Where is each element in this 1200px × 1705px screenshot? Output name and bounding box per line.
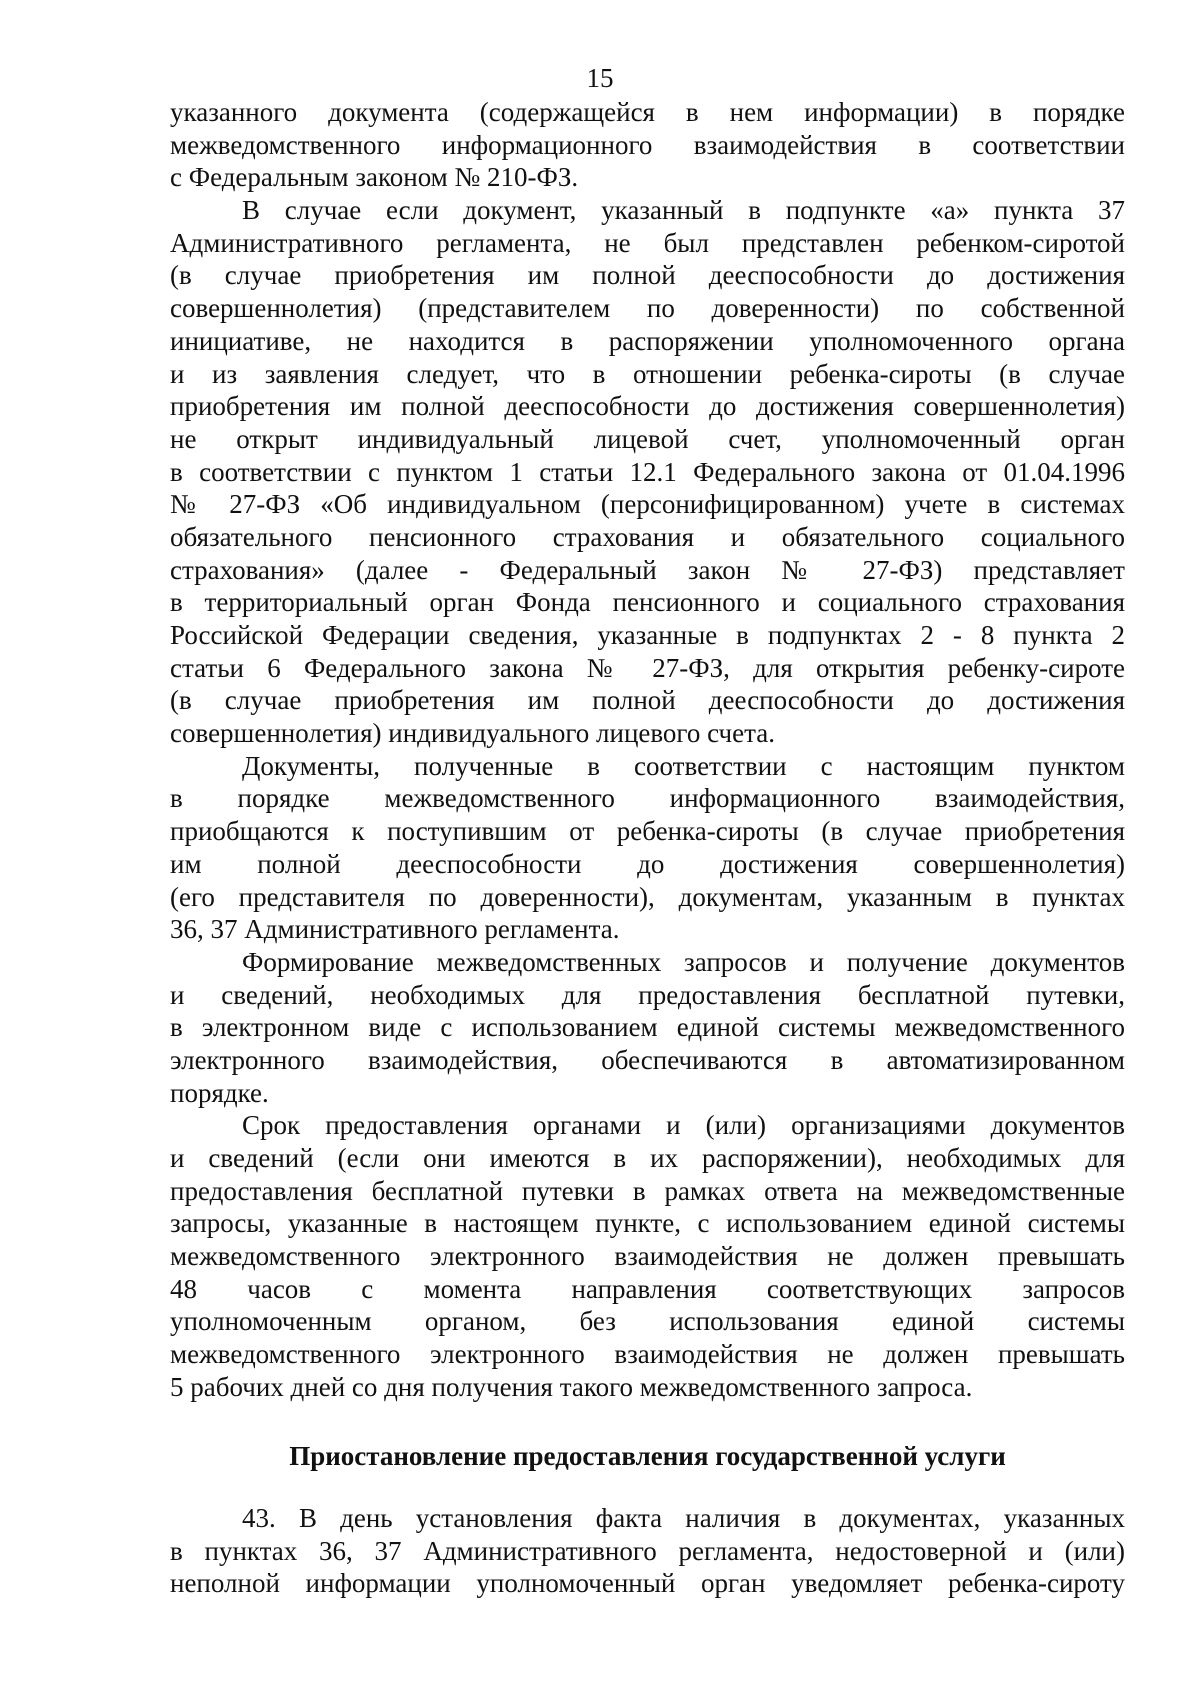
text-line: порядке.	[170, 1077, 269, 1108]
text-line: межведомственного информационного взаимодействия в соответствии	[170, 129, 1125, 160]
text-line: Документы, полученные в соответствии с настоящим пунктом	[242, 750, 1125, 781]
text-line: и сведений (если они имеются в их распоряжении), необходимых для	[170, 1143, 1125, 1173]
section-body-text	[170, 1502, 1125, 1600]
section-heading: Приостановление предоставления государственной услуги	[289, 1441, 1006, 1471]
text-line: предоставления бесплатной путевки в рамках ответа на межведомственные	[170, 1175, 1125, 1206]
text-line: и из заявления следует, что в отношении ребенка-сироты (в случае	[170, 358, 1125, 389]
text-line: 5 рабочих дней со дня получения такого межведомственного запроса.	[170, 1371, 973, 1402]
text-line: совершеннолетия) (представителем по доверенности) по собственной	[170, 293, 1125, 324]
text-line: в пунктах 36, 37 Административного регламента, недостоверной и (или)	[170, 1535, 1125, 1566]
text-line: им полной дееспособности до достижения совершеннолетия)	[170, 848, 1125, 879]
text-line: Российской Федерации сведения, указанные в подпунктах 2 - 8 пункта 2	[170, 620, 1125, 650]
text-line: уполномоченным органом, без использования единой системы	[170, 1306, 1125, 1337]
text-line: № 27-ФЗ «Об индивидуальном (персонифицированном) учете в системах	[170, 489, 1125, 520]
text-line: страхования» (далее - Федеральный закон № 27-ФЗ) представляет	[170, 554, 1125, 585]
text-line: 36, 37 Административного регламента.	[170, 914, 620, 945]
text-line: запросы, указанные в настоящем пункте, с использованием единой системы	[170, 1208, 1125, 1239]
text-line: приобщаются к поступившим от ребенка-сироты (в случае приобретения	[170, 816, 1125, 847]
text-line: в территориальный орган Фонда пенсионного и социального страхования	[170, 587, 1125, 618]
text-line: (в случае приобретения им полной дееспособности до достижения	[170, 260, 1125, 291]
text-line: Формирование межведомственных запросов и получение документов	[242, 946, 1125, 977]
text-line: совершеннолетия) индивидуального лицевого счета.	[170, 718, 775, 749]
text-line: межведомственного электронного взаимодействия не должен превышать	[170, 1241, 1125, 1272]
text-line: обязательного пенсионного страхования и обязательного социального	[170, 521, 1125, 552]
text-line: межведомственного электронного взаимодействия не должен превышать	[170, 1339, 1125, 1370]
page-number: 15	[586, 63, 614, 93]
text-line: в электронном виде с использованием единой системы межведомственного	[170, 1012, 1125, 1043]
text-line: 48 часов с момента направления соответствующих запросов	[170, 1273, 1125, 1304]
text-line: 43. В день установления факта наличия в документах, указанных	[242, 1503, 1125, 1533]
text-line: Административного регламента, не был представлен ребенком-сиротой	[170, 227, 1125, 258]
text-line: с Федеральным законом № 210-ФЗ.	[170, 162, 579, 193]
text-line: в порядке межведомственного информационного взаимодействия,	[170, 783, 1125, 814]
text-line: указанного документа (содержащейся в нем информации) в порядке	[170, 97, 1125, 127]
text-line: (его представителя по доверенности), документам, указанным в пунктах	[170, 881, 1125, 912]
text-line: приобретения им полной дееспособности до достижения совершеннолетия)	[170, 391, 1125, 422]
text-line: инициативе, не находится в распоряжении уполномоченного органа	[170, 325, 1125, 356]
text-line: (в случае приобретения им полной дееспособности до достижения	[170, 685, 1125, 716]
text-line: в соответствии с пунктом 1 статьи 12.1 Федерального закона от 01.04.1996	[170, 456, 1125, 487]
text-line: В случае если документ, указанный в подпункте «а» пункта 37	[242, 195, 1125, 226]
text-line: Срок предоставления органами и (или) организациями документов	[242, 1110, 1125, 1141]
body-text	[170, 96, 1125, 1404]
text-line: неполной информации уполномоченный орган уведомляет ребенка-сироту	[170, 1568, 1125, 1599]
text-line: электронного взаимодействия, обеспечиваются в автоматизированном	[170, 1044, 1125, 1075]
text-line: не открыт индивидуальный лицевой счет, уполномоченный орган	[170, 423, 1125, 454]
text-line: статьи 6 Федерального закона № 27-ФЗ, для открытия ребенку-сироте	[170, 652, 1125, 683]
text-line: и сведений, необходимых для предоставления бесплатной путевки,	[170, 979, 1125, 1010]
